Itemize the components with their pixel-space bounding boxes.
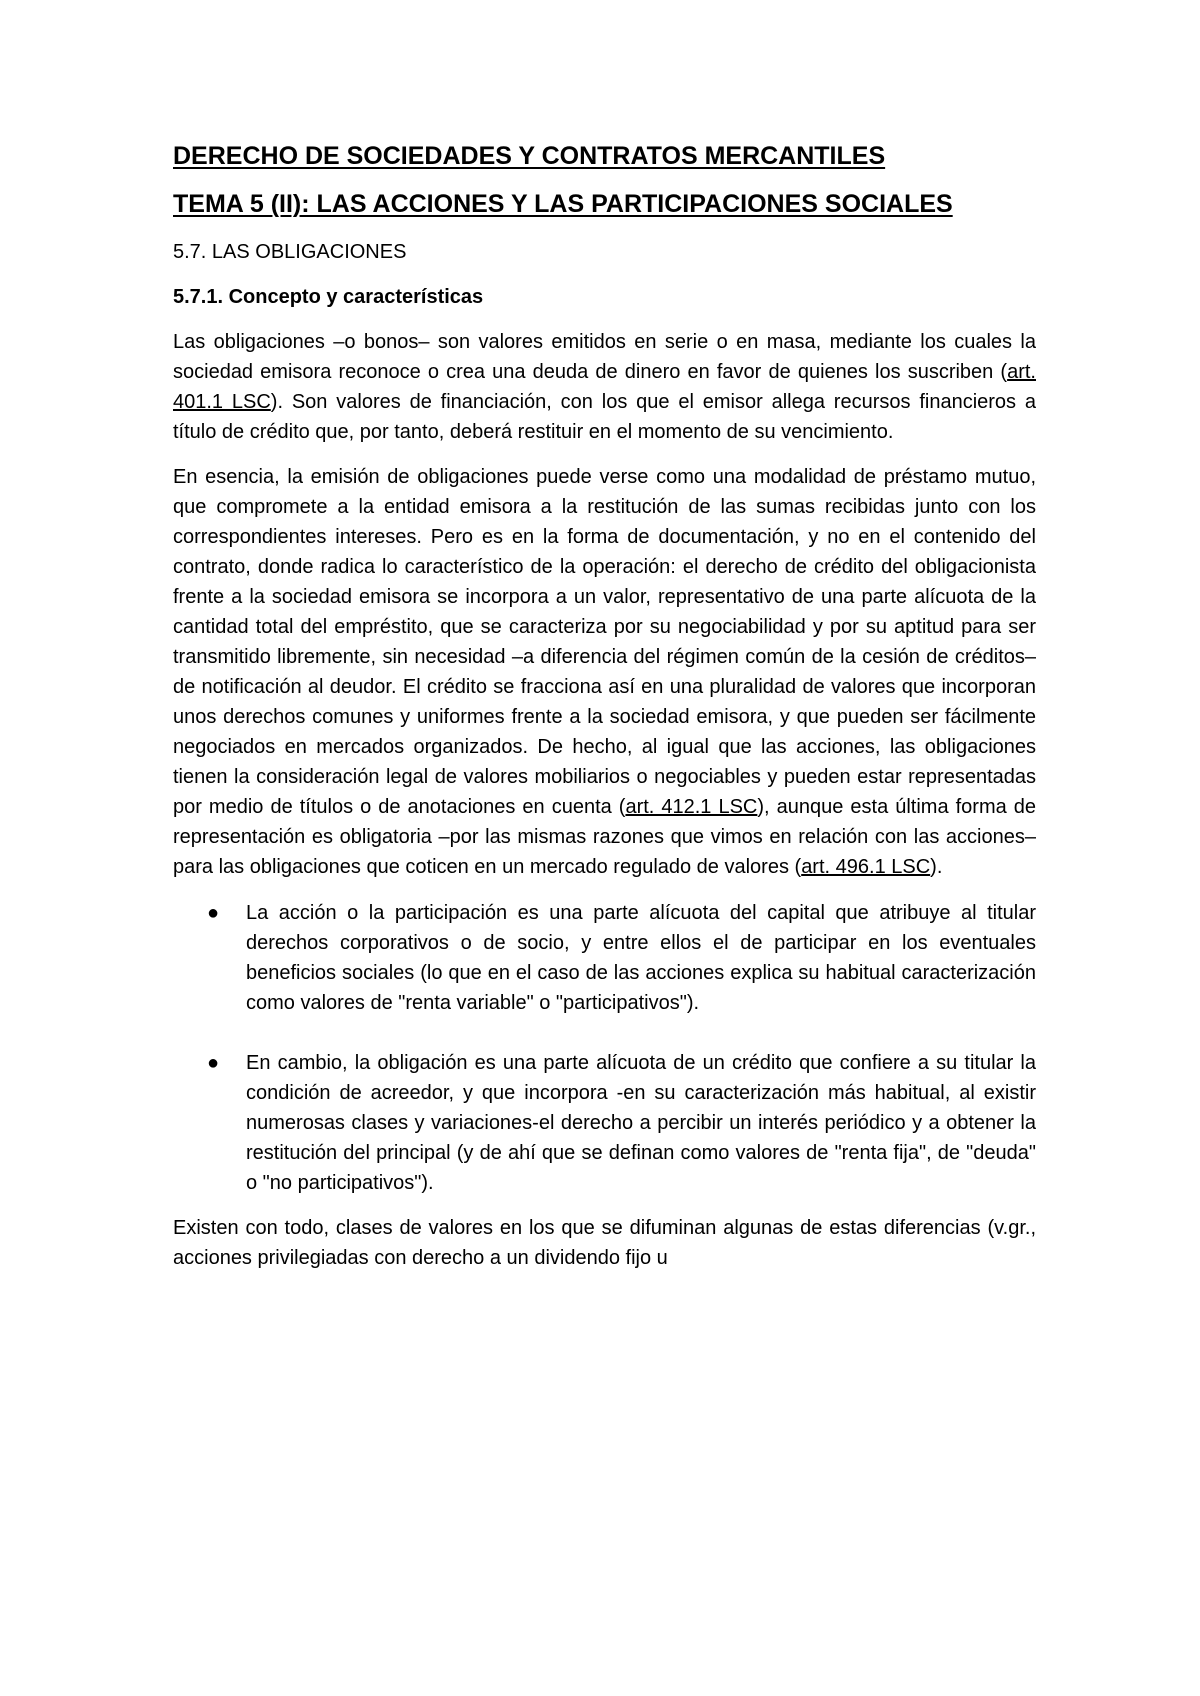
- paragraph-text: ).: [930, 856, 943, 878]
- law-reference-link[interactable]: art. 412.1 LSC: [625, 796, 758, 818]
- bullet-icon: ●: [207, 1052, 220, 1074]
- bullet-icon: ●: [207, 902, 220, 924]
- paragraph-text: Las obligaciones –o bonos– son valores emitidos en serie o en masa, mediante los cuales la sociedad emisora reconoce o crea una deuda de dinero en favor de quienes los suscriben (: [173, 331, 1036, 383]
- bullet-list: [173, 898, 1036, 1198]
- subsection-heading: 5.7.1. Concepto y características: [173, 286, 484, 308]
- law-reference-link[interactable]: art. 401.1 LSC: [173, 361, 1036, 413]
- paragraph-text: ), aunque esta última forma de representación es obligatoria –por las mismas razones que vimos en relación con las acciones– para las obligaciones que coticen en un mercado regulado de valores (: [173, 796, 1037, 878]
- paragraph-text: ). Son valores de financiación, con los que el emisor allega recursos financieros a título de crédito que, por tanto, deberá restituir en el momento de su vencimiento.: [173, 391, 1037, 443]
- list-item-text: En cambio, la obligación es una parte alícuota de un crédito que confiere a su titular la condición de acreedor, y que incorpora -en su caracterización más habitual, al existir numerosas clases y variaciones-el derecho a percibir un interés periódico y a obtener la restitución del principal (y de ahí que se definan como valores de "renta fija", de "deuda" o "no participativos").: [246, 1052, 1036, 1194]
- list-item: [207, 1048, 1036, 1198]
- document-title: DERECHO DE SOCIEDADES Y CONTRATOS MERCANTILES: [173, 142, 886, 170]
- section-heading: 5.7. LAS OBLIGACIONES: [173, 241, 407, 263]
- list-item-text: La acción o la participación es una parte alícuota del capital que atribuye al titular derechos corporativos o de socio, y entre ellos el de participar en los eventuales beneficios sociales (lo que en el caso de las acciones explica su habitual caracterización como valores de "renta variable" o "participativos").: [246, 902, 1036, 1014]
- paragraph-text: En esencia, la emisión de obligaciones puede verse como una modalidad de préstamo mutuo, que compromete a la entidad emisora a la restitución de las sumas recibidas junto con los correspondientes intereses. Pero es en la forma de documentación, y no en el contenido del contrato, donde radica lo característico de la operación: el derecho de crédito del obligacionista frente a la sociedad emisora se incorpora a un valor, representativo de una parte alícuota de la cantidad total del empréstito, que se caracteriza por su negociabilidad y por su aptitud para ser transmitido libremente, sin necesidad –a diferencia del régimen común de la cesión de créditos– de notificación al deudor. El crédito se fracciona así en una pluralidad de valores que incorporan unos derechos comunes y uniformes frente a la sociedad emisora, y que pueden ser fácilmente negociados en mercados organizados. De hecho, al igual que las acciones, las obligaciones tienen la consideración legal de valores mobiliarios o negociables y pueden estar representadas por medio de títulos o de anotaciones en cuenta (: [173, 466, 1036, 818]
- paragraph-concept: [173, 327, 1036, 447]
- paragraph-differences: Existen con todo, clases de valores en los que se difuminan algunas de estas diferencias (v.gr., acciones privilegiadas con derecho a un dividendo fijo u: [173, 1217, 1036, 1269]
- list-item: [207, 898, 1036, 1018]
- paragraph-essence: [173, 462, 1036, 882]
- document-subtitle: TEMA 5 (II): LAS ACCIONES Y LAS PARTICIPACIONES SOCIALES: [173, 190, 953, 218]
- law-reference-link[interactable]: art. 496.1 LSC: [801, 856, 931, 878]
